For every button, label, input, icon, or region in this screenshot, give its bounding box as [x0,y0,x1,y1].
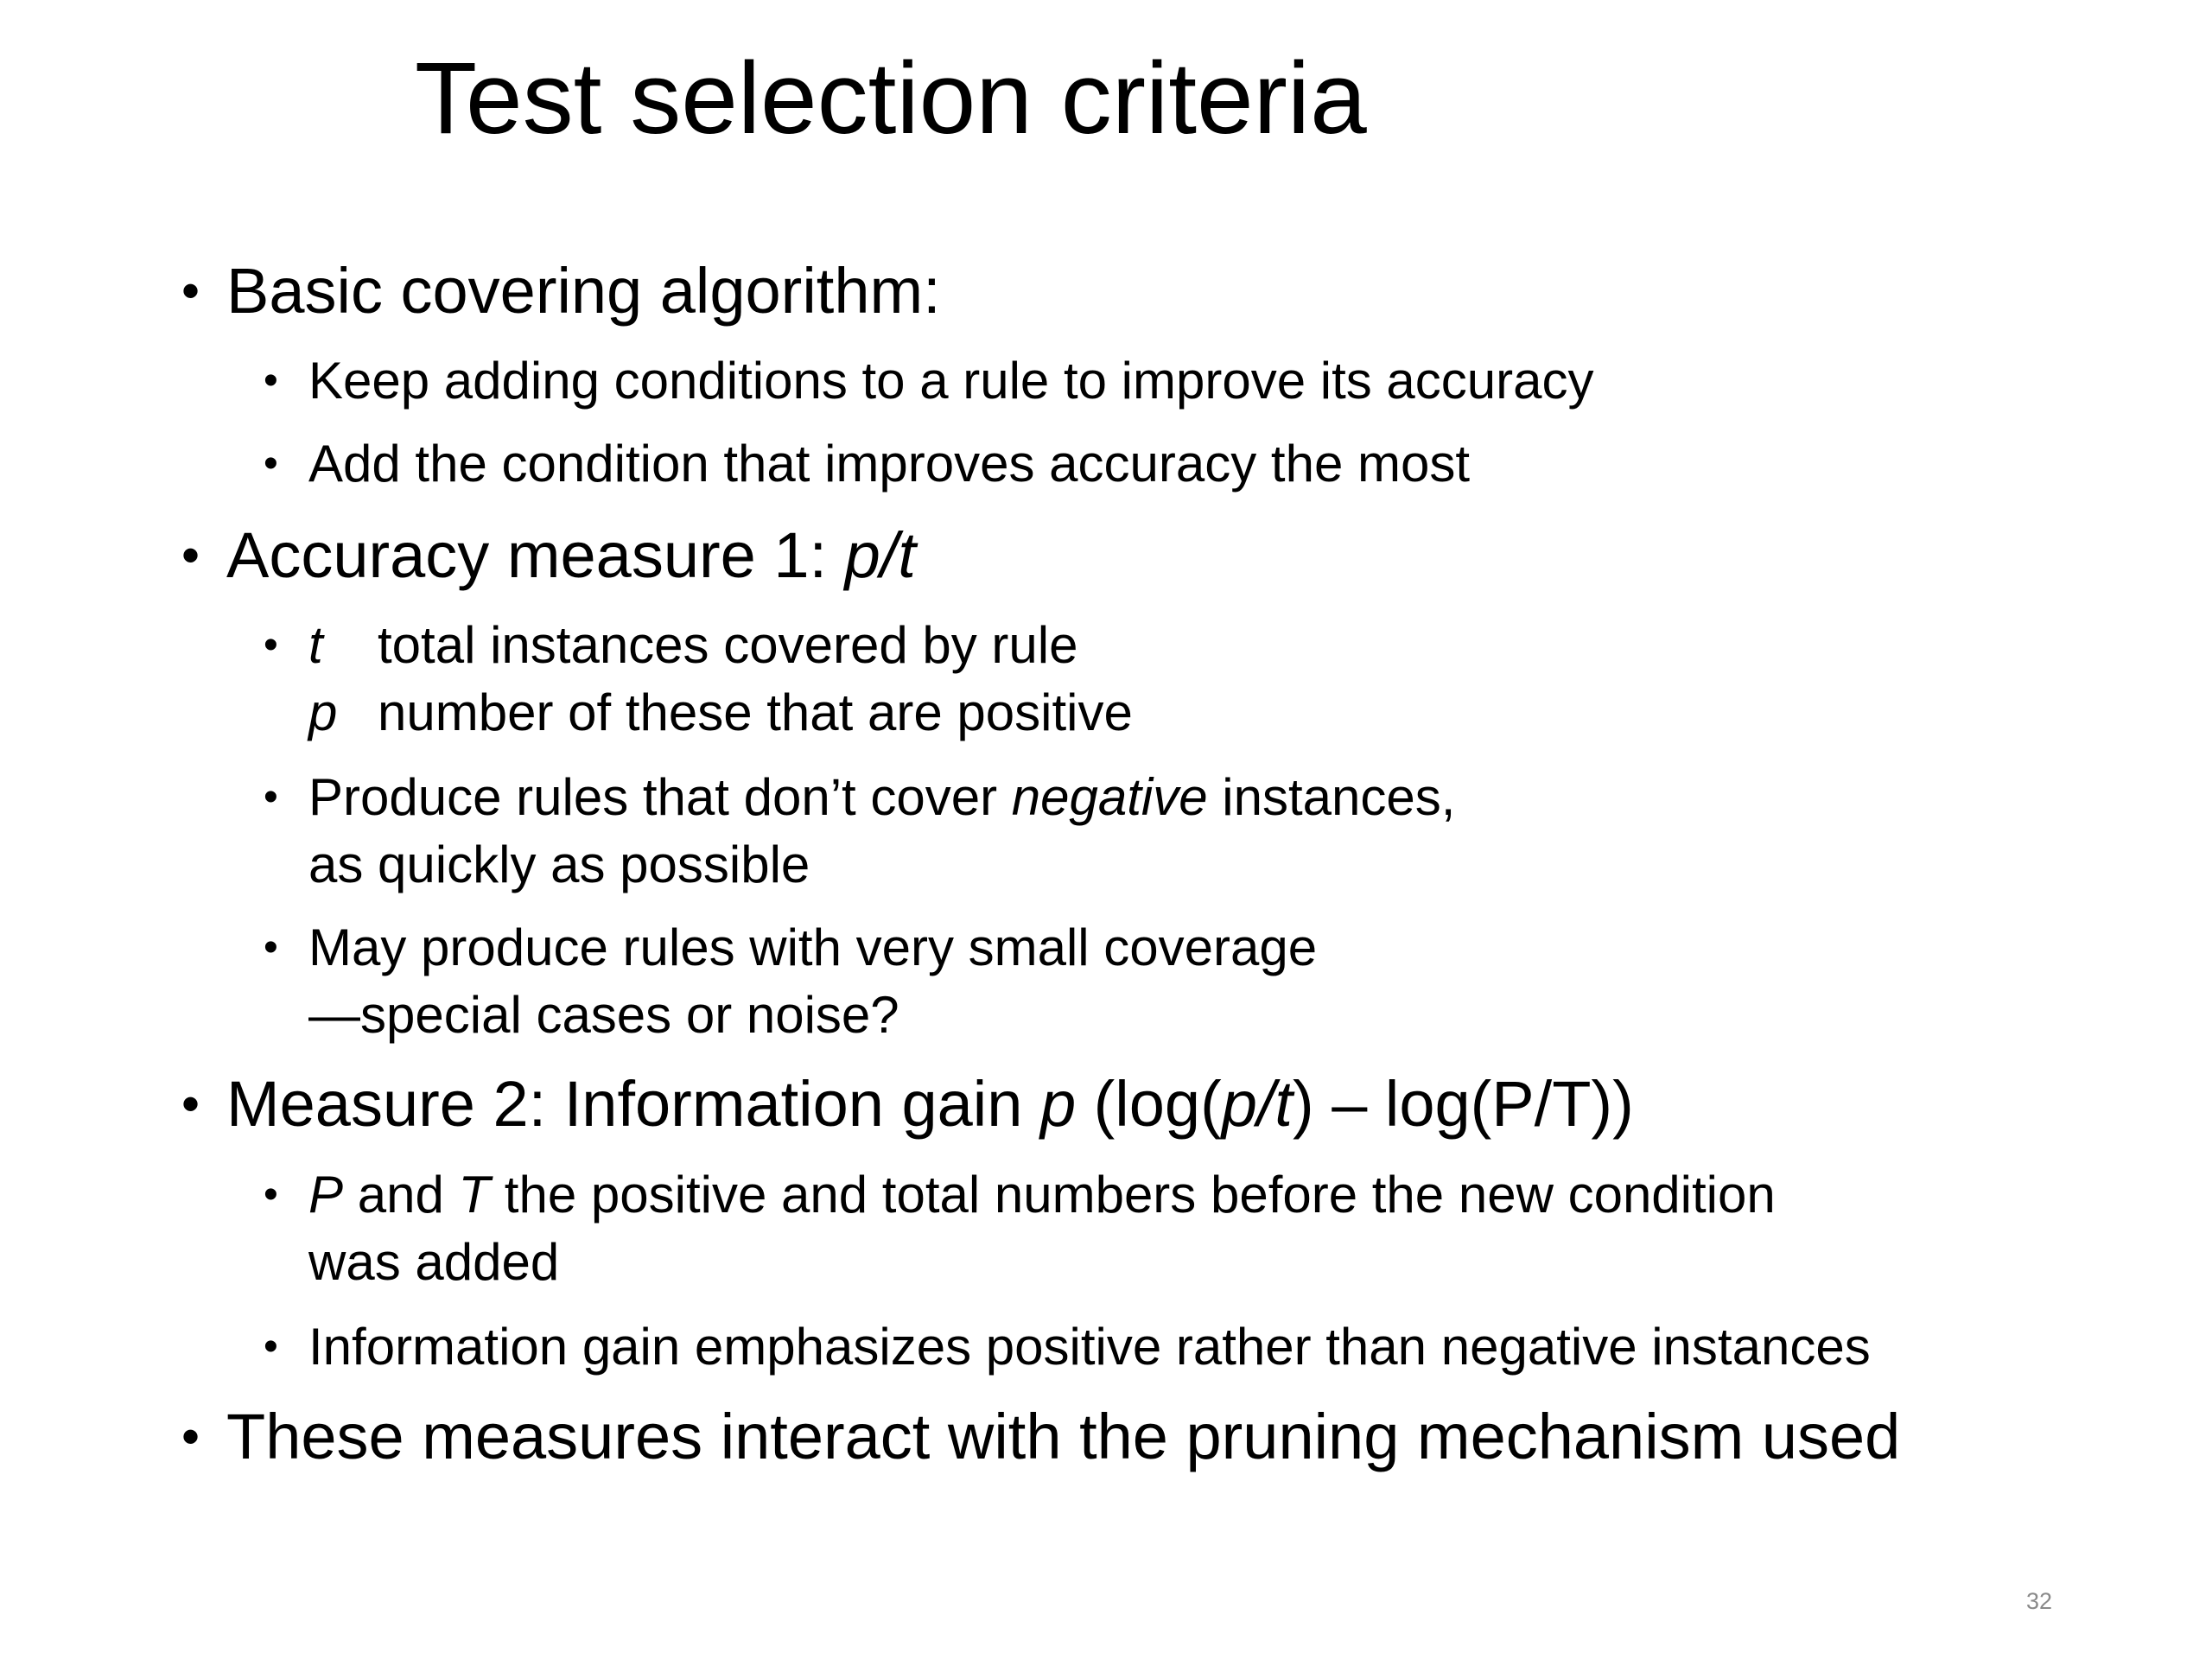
definition-t [308,612,1133,679]
sub-bullet-text: Add the condition that improves accuracy the most [308,435,1471,493]
bullet-text: These measures interact with the pruning mechanism used [226,1401,1901,1472]
sub-bullet-text: Information gain emphasizes positive rather than negative instances [308,1318,1871,1376]
bullet-icon: • [264,925,278,970]
bullet-icon: • [181,1075,200,1133]
text-part: Produce rules that don’t cover [308,768,1012,826]
bullet-icon: • [264,622,278,668]
text-line: was added [308,1233,560,1291]
definition-p-text: number of these that are positive [378,683,1133,741]
sub-bullet-text: Keep adding conditions to a rule to improve its accuracy [308,352,1594,410]
bullet-icon: • [264,774,278,820]
bullet-pruning [181,1398,1900,1476]
sub-bullet-p-and-t [264,1161,1776,1296]
text-part: (log( [1076,1068,1222,1140]
sub-bullet-small-coverage [264,914,1317,1049]
variable-t: t [308,616,323,674]
bullet-text [226,1065,1634,1143]
definition-t-text: total instances covered by rule [378,616,1078,674]
text-part: instances, [1207,768,1456,826]
text-line: as quickly as possible [308,836,810,893]
bullet-text: Basic covering algorithm: [226,255,941,327]
sub-bullet-keep-adding [264,347,1594,415]
measure-label: Accuracy measure 1: [226,519,845,591]
bullet-text [226,517,916,594]
text-part: the positive and total numbers before the new condition [490,1166,1776,1224]
sub-bullet-information-gain [264,1313,1871,1381]
sub-bullet-text [308,764,1455,899]
text-line: May produce rules with very small coverage [308,918,1318,976]
bullet-icon: • [264,1324,278,1370]
text-line [308,764,1455,831]
bullet-icon: • [264,358,278,404]
bullet-accuracy-measure-1 [181,517,916,594]
sub-bullet-text [308,914,1317,1049]
sub-bullet-text [308,612,1133,747]
text-line: —special cases or noise? [308,986,899,1044]
bullet-basic-covering [181,252,941,330]
emphasis-negative: negative [1011,768,1208,826]
bullet-icon: • [181,1408,200,1465]
bullet-icon: • [264,1172,278,1217]
variable-p: p [308,683,338,741]
bullet-icon: • [181,262,200,320]
bullet-icon: • [181,526,200,584]
slide-number: 32 [2026,1588,2053,1614]
text-part: ) – log(P/T)) [1293,1068,1634,1140]
bullet-icon: • [264,441,278,486]
text-part: Measure 2: Information gain [226,1068,1040,1140]
formula-pt: p/t [1221,1068,1293,1140]
slide-title: Test selection criteria [415,41,1367,156]
sub-bullet-produce-rules [264,764,1455,899]
sub-bullet-add-condition [264,430,1470,498]
sub-bullet-definitions [264,612,1133,747]
sub-bullet-text [308,1161,1776,1296]
variable-P: P [308,1166,344,1224]
bullet-measure-2 [181,1065,1634,1143]
formula-pt: p/t [844,519,916,591]
variable-T: T [458,1166,491,1224]
text-line [308,1161,1776,1229]
variable-p: p [1039,1068,1077,1140]
definition-p [308,679,1133,747]
text-part: and [343,1166,459,1224]
